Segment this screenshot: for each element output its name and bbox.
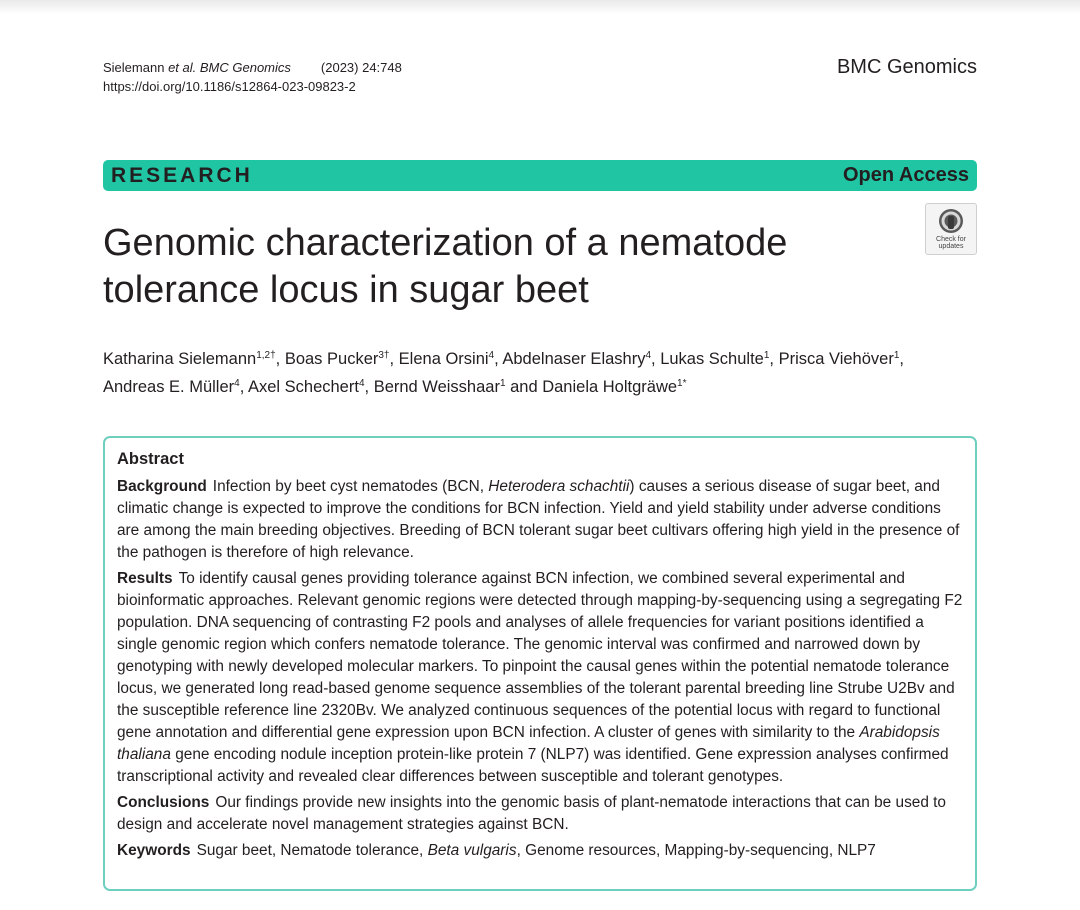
article-type-label: RESEARCH <box>111 163 253 187</box>
background-text: Infection by beet cyst nematodes (BCN, <box>212 478 489 495</box>
conclusions-text: Our findings provide new insights into the genomic basis of plant-nematode interactions that can be used to design and accelerate novel management strategies against BCN. <box>117 794 946 833</box>
citation-line <box>103 58 402 77</box>
author-affiliation: 1* <box>677 378 687 389</box>
article-title-line1: Genomic characterization of a nematode <box>103 222 788 264</box>
author-separator: , <box>239 378 248 396</box>
conclusions-label: Conclusions <box>117 794 210 811</box>
doi-link[interactable]: https://doi.org/10.1186/s12864-023-09823-2 <box>103 79 356 94</box>
author-list <box>103 345 963 401</box>
results-italic: Arabidopsis thaliana <box>117 724 940 763</box>
article-title-line2: tolerance locus in sugar beet <box>103 269 589 311</box>
open-access-label: Open Access <box>843 164 969 186</box>
citation-block <box>103 58 402 96</box>
citation-journal: BMC Genomics <box>199 60 291 75</box>
abstract-box <box>103 436 977 891</box>
author[interactable]: Bernd Weisshaar <box>373 378 500 396</box>
author-separator: , <box>899 350 904 368</box>
background-text-cont: ) causes a serious disease of sugar beet, and climatic change is expected to improve the conditions for BCN infection. Yield and yield stability under adverse conditions are among the main breeding objectives. Breeding of BCN tolerant sugar beet cultivars offering high yield in the presence of the pathogen is therefore of high relevance. <box>117 478 960 561</box>
author-affiliation: 4 <box>488 350 495 361</box>
abstract-background <box>117 476 963 564</box>
author[interactable]: Katharina Sielemann <box>103 350 257 368</box>
keywords-label: Keywords <box>117 842 191 859</box>
keywords-italic: Beta vulgaris <box>427 842 517 859</box>
author-affiliation: 1,2† <box>256 350 276 361</box>
author[interactable]: Elena Orsini <box>398 350 489 368</box>
results-text-cont: gene encoding nodule inception protein-like protein 7 (NLP7) was identified. Gene expression analyses confirmed transcriptional activity and revealed clear differences between susceptible and tolerant genotypes. <box>117 746 949 785</box>
author-separator: , <box>494 350 503 368</box>
author-affiliation: 1 <box>499 378 506 389</box>
author-affiliation: 3† <box>378 350 390 361</box>
author-separator: , <box>769 350 779 368</box>
abstract-results <box>117 568 963 788</box>
author-separator: and <box>505 378 543 396</box>
results-label: Results <box>117 570 173 587</box>
keywords-text-cont: , Genome resources, Mapping-by-sequencing, NLP7 <box>516 842 876 859</box>
author-separator: , <box>275 350 285 368</box>
author[interactable]: Prisca Viehöver <box>778 350 894 368</box>
author-separator: , <box>651 350 661 368</box>
author-affiliation: 4 <box>645 350 652 361</box>
author-affiliation: 4 <box>358 378 365 389</box>
abstract-keywords <box>117 840 963 862</box>
abstract-conclusions <box>117 792 963 836</box>
check-for-updates-badge[interactable] <box>925 203 977 255</box>
journal-name: BMC Genomics <box>836 56 977 78</box>
citation-year-volume: (2023) 24:748 <box>320 60 402 75</box>
check-for-updates-icon <box>937 207 965 235</box>
author[interactable]: Andreas E. Müller <box>103 378 235 396</box>
author-separator: , <box>389 350 399 368</box>
results-text: To identify causal genes providing tolerance against BCN infection, we combined several experimental and bioinformatic approaches. Relevant genomic regions were detected through mapping-by-sequencing using a segregating F2 population. DNA sequencing of contrasting F2 pools and analyses of allele frequencies for variant positions identified a single genomic region which confers nematode tolerance. The genomic interval was confirmed and narrowed down by genotyping with newly developed molecular markers. To pinpoint the causal genes within the potential nematode tolerance locus, we generated long read-based genome sequence assemblies of the tolerant parental breeding line Strube U2Bv and the susceptible reference line 2320Bv. We analyzed continuous sequences of the potential locus with regard to functional gene annotation and differential gene expression upon BCN infection. A cluster of genes with similarity to the <box>117 570 963 741</box>
author[interactable]: Lukas Schulte <box>660 350 764 368</box>
author-affiliation: 4 <box>234 378 240 389</box>
author[interactable]: Abdelnaser Elashry <box>502 350 646 368</box>
background-label: Background <box>117 478 207 495</box>
author[interactable]: Boas Pucker <box>284 350 379 368</box>
author[interactable]: Axel Schechert <box>247 378 359 396</box>
citation-authors: Sielemann <box>103 60 165 75</box>
check-for-updates-line2: updates <box>938 243 964 250</box>
author-separator: , <box>364 378 374 396</box>
keywords-text: Sugar beet, Nematode tolerance, <box>196 842 428 859</box>
article-title <box>103 220 903 314</box>
check-for-updates-line1: Check for <box>936 236 966 243</box>
article-type-banner <box>103 160 977 191</box>
abstract-heading: Abstract <box>117 450 184 468</box>
author-affiliation: 1 <box>763 350 770 361</box>
author-affiliation: 1 <box>893 350 900 361</box>
page-top-shadow <box>0 0 1080 14</box>
background-italic: Heterodera schachtii <box>488 478 630 495</box>
author[interactable]: Daniela Holtgräwe <box>542 378 678 396</box>
citation-etal: et al. <box>168 60 197 75</box>
